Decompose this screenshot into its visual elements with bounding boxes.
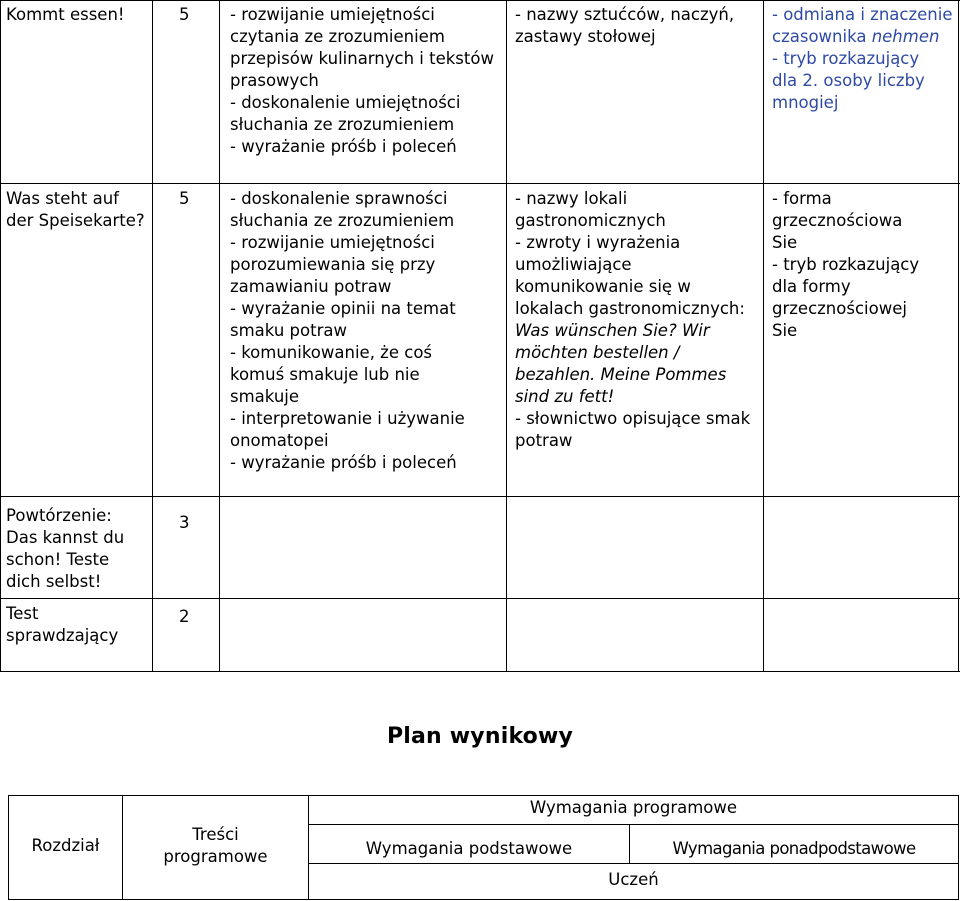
table-row-divider bbox=[0, 598, 960, 599]
row1-vocab: - nazwy sztućców, naczyń, zastawy stołowej bbox=[515, 5, 735, 46]
row4-hours: 2 bbox=[179, 607, 190, 626]
plan-col-wymagania: Wymagania programowe bbox=[529, 798, 738, 817]
plan-table-border-right bbox=[958, 795, 959, 900]
row3-hours: 3 bbox=[179, 513, 190, 532]
row3-topic: Powtórzenie: Das kannst du schon! Teste dich selbst! bbox=[6, 506, 125, 591]
plan-title: Plan wynikowy bbox=[386, 724, 574, 749]
table-border-bottom bbox=[0, 671, 960, 672]
table-border-right bbox=[958, 0, 959, 672]
row1-grammar-part: - tryb rozkazujący dla 2. osoby liczby mnogiej bbox=[772, 49, 925, 112]
row2-skills: - doskonalenie sprawności słuchania ze zrozumieniem - rozwijanie umiejętności porozumiewania się przy zamawianiu potraw - wyrażanie opinii na temat smaku potraw - komunikowanie, że coś komuś smakuje lub nie smakuje - interpretowanie i używanie onomatopei - wyrażanie próśb i poleceń bbox=[230, 189, 465, 472]
plan-col-uczen: Uczeń bbox=[608, 870, 659, 889]
table-row-divider bbox=[0, 183, 960, 184]
plan-col-tresci: Treści programowe bbox=[163, 825, 268, 866]
row1-grammar bbox=[772, 4, 956, 114]
row1-skills: - rozwijanie umiejętności czytania ze zrozumieniem przepisów kulinarnych i tekstów prasowych - doskonalenie umiejętności słuchania ze zrozumieniem - wyrażanie próśb i poleceń bbox=[230, 5, 494, 156]
row2-vocab-part: - nazwy lokali gastronomicznych - zwroty i wyrażenia umożliwiające komunikowanie się w lokalach gastronomicznych: bbox=[515, 189, 745, 318]
row2-vocab bbox=[515, 188, 761, 452]
table-border-left bbox=[0, 0, 1, 672]
plan-col-rozdzial: Rozdział bbox=[31, 836, 100, 855]
row1-grammar-part-italic: nehmen bbox=[871, 27, 940, 46]
row2-vocab-part: - słownictwo opisujące smak potraw bbox=[515, 409, 751, 450]
table-row-divider bbox=[0, 496, 960, 497]
table-col-divider bbox=[763, 0, 764, 672]
row2-hours: 5 bbox=[179, 189, 190, 208]
plan-table-inner-rule bbox=[308, 863, 958, 864]
row1-grammar-part: - odmiana i znaczenie czasownika bbox=[772, 5, 953, 46]
row2-grammar: - forma grzecznościowa Sie - tryb rozkazujący dla formy grzecznościowej Sie bbox=[772, 189, 920, 340]
row2-topic: Was steht auf der Speisekarte? bbox=[6, 189, 145, 230]
plan-table-border-top bbox=[8, 795, 958, 796]
plan-table-border-bottom bbox=[8, 899, 958, 900]
row2-vocab-part-italic: Was wünschen Sie? Wir möchten bestellen / bezahlen. Meine Pommes sind zu fett! bbox=[515, 321, 727, 406]
table-border-top bbox=[0, 0, 960, 1]
table-col-divider bbox=[152, 0, 153, 672]
plan-col-ponadpodstawowe: Wymagania ponadpodstawowe bbox=[672, 839, 916, 858]
row1-topic: Kommt essen! bbox=[6, 5, 125, 24]
table-col-divider bbox=[219, 0, 220, 672]
plan-table-inner-rule bbox=[308, 824, 958, 825]
table-col-divider bbox=[506, 0, 507, 672]
plan-col-podstawowe: Wymagania podstawowe bbox=[365, 839, 573, 858]
row4-topic: Test sprawdzający bbox=[6, 604, 119, 645]
row1-hours: 5 bbox=[179, 5, 190, 24]
